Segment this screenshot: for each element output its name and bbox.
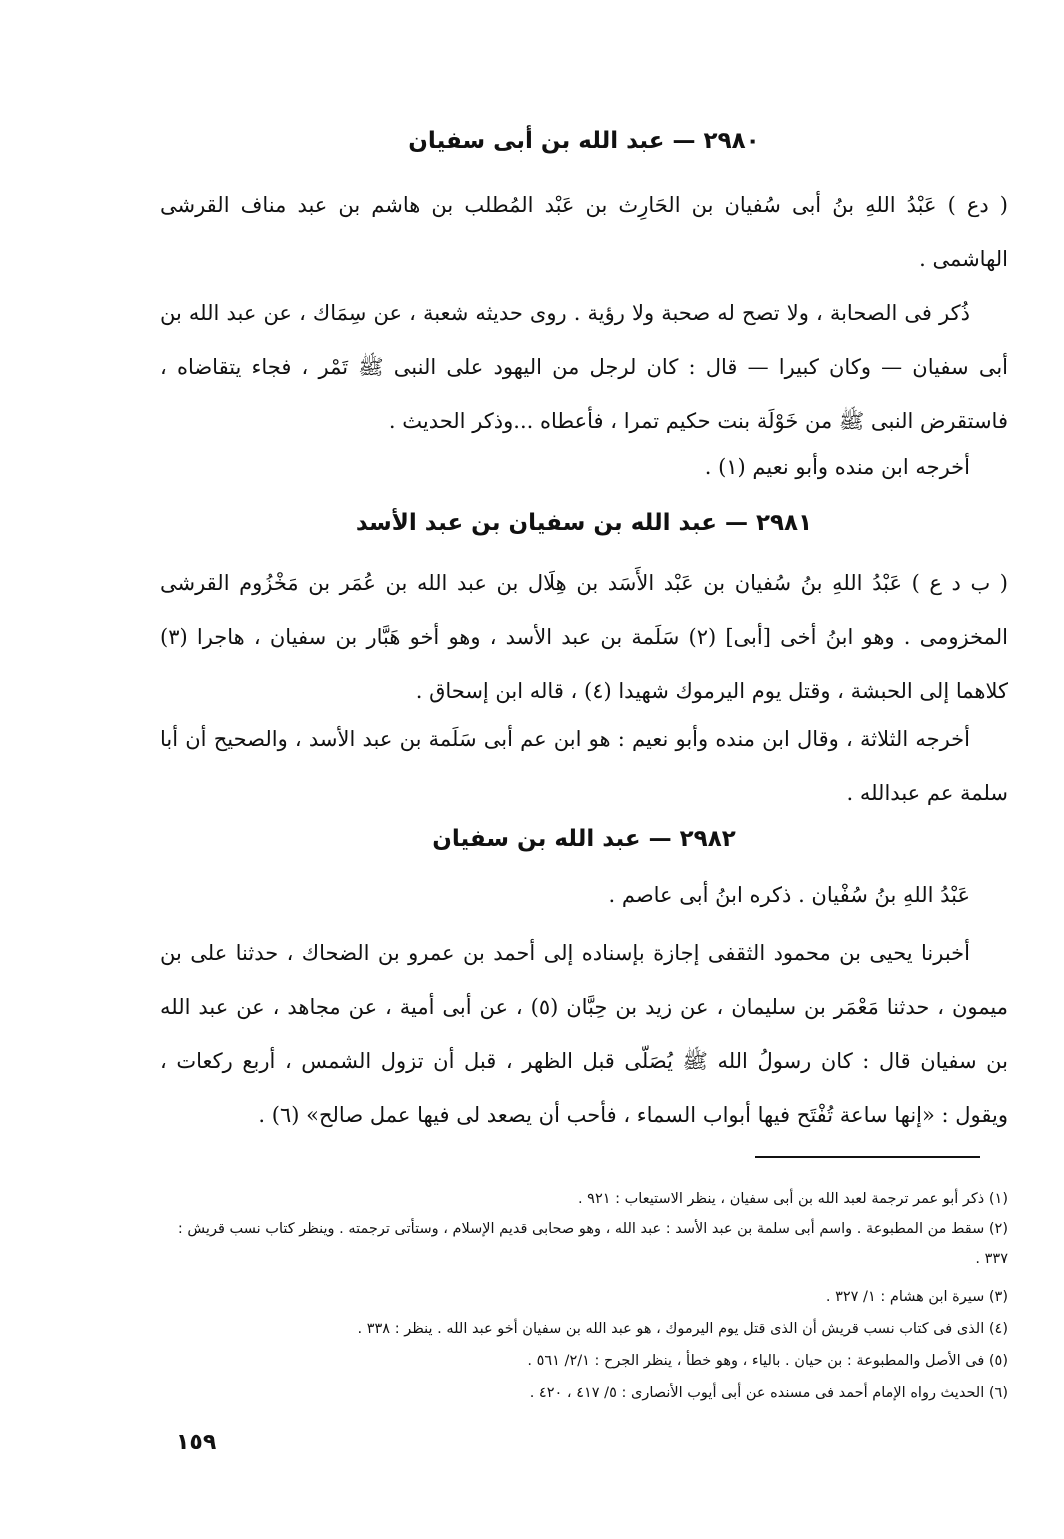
entry-2981-source: أخرجه الثلاثة ، وقال ابن منده وأبو نعيم : هو ابن عم أبى سَلَمة بن عبد الأسد ، والصحيح أن أبا سلمة عم عبدالله .	[160, 727, 1008, 805]
entry-heading-2980: ٢٩٨٠ — عبد الله بن أبى سفيان	[408, 128, 760, 154]
footnote-6: (٦) الحديث رواه الإمام أحمد فى مسنده عن أبى أيوب الأنصارى : ٥/ ٤١٧ ، ٤٢٠ .	[529, 1385, 1008, 1401]
entry-2982-intro: عَبْدُ اللهِ بنُ سُفْيان . ذكره ابنُ أبى عاصم .	[608, 883, 970, 907]
entry-2981-lineage: ( ب د ع ) عَبْدُ اللهِ بنُ سُفيان بن عَبْد الأَسَد بن هِلَال بن عبد الله بن عُمَر بن مَخْزُوم القرشى المخزومى . وهو ابنُ أخى [أبى] (٢) سَلَمة بن عبد الأسد ، وهو أخو هَبَّار بن سفيان ، هاجرا (٣) كلاهما إلى الحبشة ، وقتل يوم اليرموك شهيدا (٤) ، قاله ابن إسحاق .	[160, 571, 1008, 703]
footnote-2: (٢) سقط من المطبوعة . واسم أبى سلمة بن عبد الأسد : عبد الله ، وهو صحابى قديم الإسلام ، وستأتى ترجمته . وينظر كتاب نسب قريش : ٣٣٧ .	[177, 1221, 1008, 1267]
footnote-5: (٥) فى الأصل والمطبوعة : بن حيان . بالياء ، وهو خطأ ، ينظر الجرح : ٢/١/ ٥٦١ .	[527, 1353, 1008, 1369]
entry-2980-body: ذُكر فى الصحابة ، ولا تصح له صحبة ولا رؤية . روى حديثه شعبة ، عن سِمَاك ، عن عبد الله بن أبى سفيان — وكان كبيرا — قال : كان لرجل من اليهود على النبى ﷺ تَمْر ، فجاء يتقاضاه ، فاستقرض النبى ﷺ من خَوْلَة بنت حكيم تمرا ، فأعطاه ...وذكر الحديث .	[160, 301, 1008, 433]
page-number: ١٥٩	[176, 1430, 217, 1455]
entry-heading-2982: ٢٩٨٢ — عبد الله بن سفيان	[432, 826, 736, 852]
footnote-1: (١) ذكر أبو عمر ترجمة لعبد الله بن أبى سفيان ، ينظر الاستيعاب : ٩٢١ .	[577, 1191, 1008, 1207]
footnote-3: (٣) سيرة ابن هشام : ١/ ٣٢٧ .	[825, 1289, 1008, 1305]
entry-2980-lineage: ( دع ) عَبْدُ اللهِ بنُ أبى سُفيان بن الحَارِث بن عَبْد المُطلب بن هاشم بن عبد مناف القرشى الهاشمى .	[160, 193, 1008, 271]
entry-2980-source: أخرجه ابن منده وأبو نعيم (١) .	[704, 455, 970, 479]
entry-2982-hadith: أخبرنا يحيى بن محمود الثقفى إجازة بإسناده إلى أحمد بن عمرو بن الضحاك ، حدثنا على بن ميمون ، حدثنا مَعْمَر بن سليمان ، عن زيد بن حِبَّان (٥) ، عن أبى أمية ، عن مجاهد ، عن عبد الله بن سفيان قال : كان رسولُ الله ﷺ يُصَلّى قبل الظهر ، قبل أن تزول الشمس ، أربع ركعات ، ويقول : «إنها ساعة تُفْتَح فيها أبواب السماء ، فأحب أن يصعد لى فيها عمل صالح» (٦) .	[160, 941, 1008, 1127]
footnote-separator	[755, 1156, 980, 1158]
entry-heading-2981: ٢٩٨١ — عبد الله بن سفيان بن عبد الأسد	[355, 510, 813, 536]
footnote-4: (٤) الذى فى كتاب نسب قريش أن الذى قتل يوم اليرموك ، هو عبد الله بن سفيان أخو عبد الله . ينظر : ٣٣٨ .	[357, 1321, 1008, 1337]
